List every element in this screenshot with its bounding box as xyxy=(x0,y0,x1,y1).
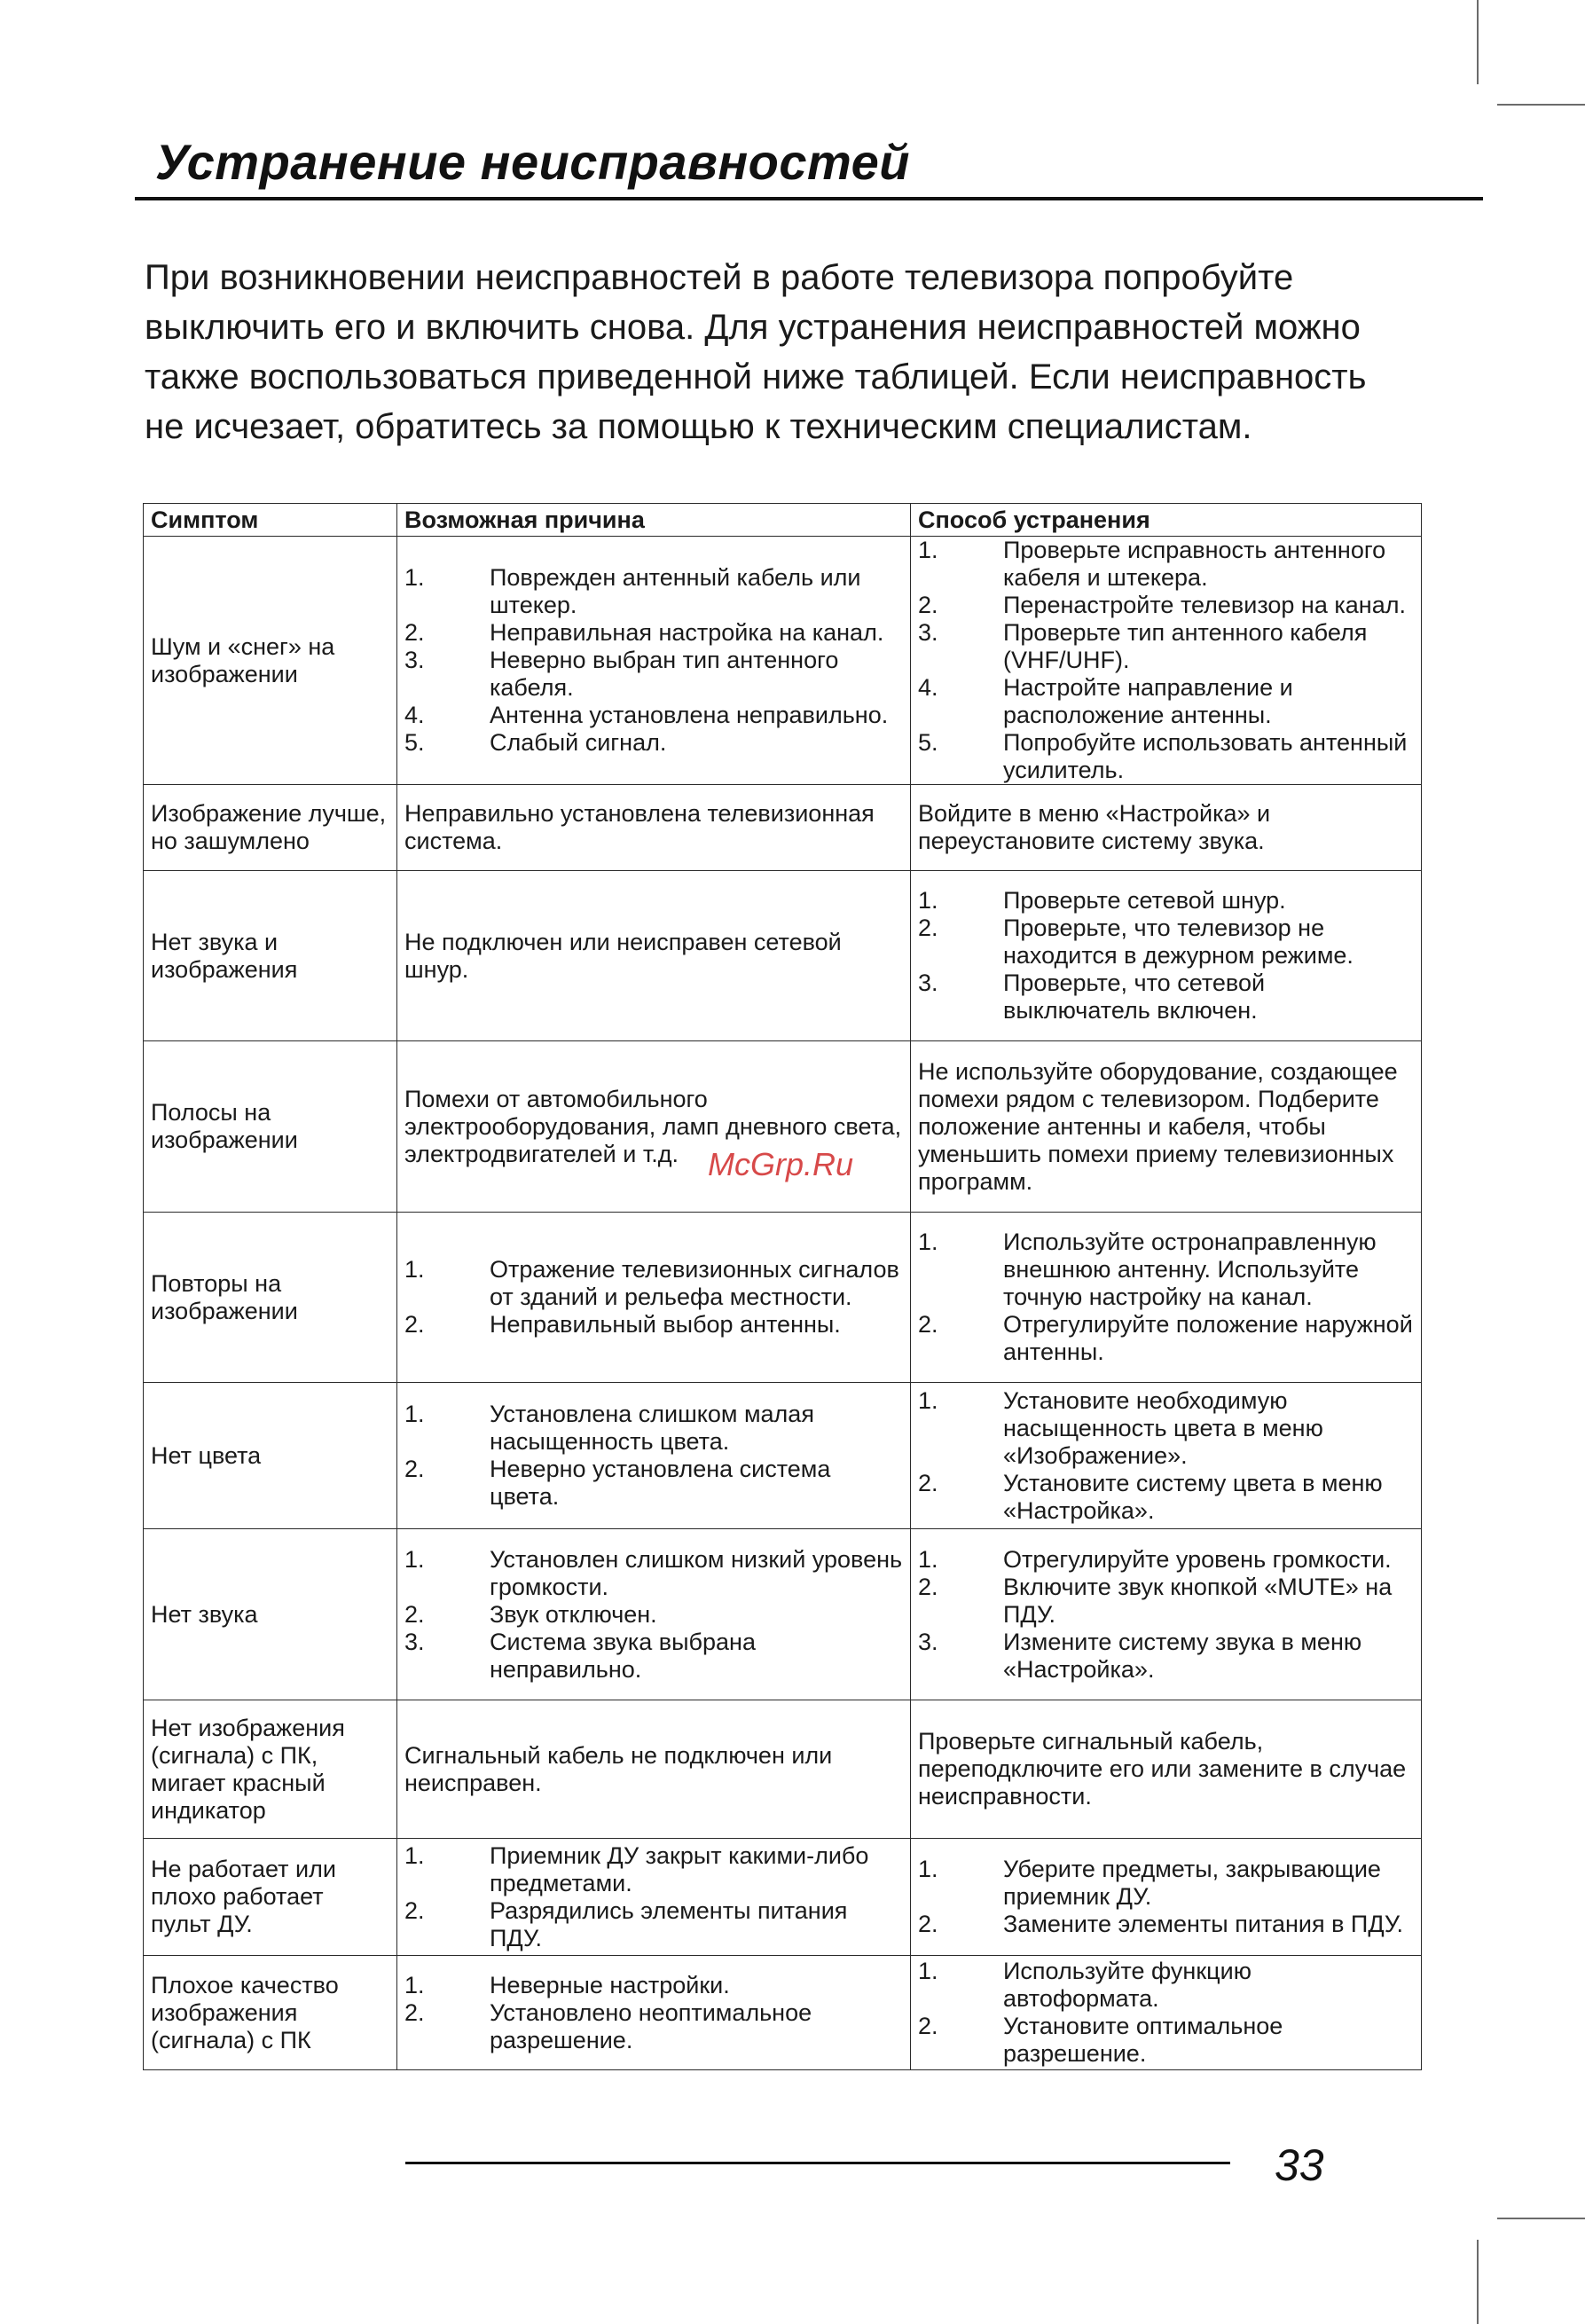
list-item-text: Разрядились элементы питания ПДУ. xyxy=(490,1896,848,1951)
page-title: Устранение неисправностей xyxy=(155,134,910,190)
list-item xyxy=(404,1972,903,1999)
list-item-text: Отрегулируйте положение наружной антенны. xyxy=(1003,1311,1413,1365)
cause-cell xyxy=(397,1383,911,1529)
list-item-number: 2. xyxy=(918,1573,938,1600)
symptom-cell xyxy=(144,1041,397,1213)
header-symptom: Симптом xyxy=(144,504,397,537)
list-item xyxy=(918,915,1414,970)
cause-cell xyxy=(397,537,911,785)
list-item xyxy=(918,537,1414,592)
cell-text: Войдите в меню «Настройка» и переустановите систему звука. xyxy=(918,800,1271,854)
list-item-number: 2. xyxy=(404,1998,425,2026)
header-cause: Возможная причина xyxy=(397,504,911,537)
list-item xyxy=(404,1401,903,1456)
list-item xyxy=(918,1311,1414,1366)
remedy-cell xyxy=(911,1213,1422,1383)
table-row xyxy=(144,1213,1422,1383)
list-item-number: 2. xyxy=(404,1456,425,1482)
troubleshooting-table xyxy=(143,503,1422,2070)
list-item xyxy=(404,647,903,702)
table-row xyxy=(144,1041,1422,1213)
list-item xyxy=(918,1856,1414,1911)
list-item xyxy=(404,1999,903,2054)
list-item-number: 3. xyxy=(404,1628,425,1655)
list-item-text: Неверно выбран тип антенного кабеля. xyxy=(490,647,839,701)
watermark: McGrp.Ru xyxy=(708,1146,854,1182)
list-item-text: Поврежден антенный кабель или штекер. xyxy=(490,564,861,618)
remedy-cell xyxy=(911,785,1422,871)
crop-mark xyxy=(1477,2240,1479,2324)
list-item xyxy=(918,887,1414,915)
intro-paragraph: При возникновении неисправностей в работе телевизора попробуйте выключить его и включить снова. Для устранения неисправностей можно также воспользоваться приведенной ниже таблицей. Если неисправность не исчезает, обратитесь за помощью к техническим специалистам. xyxy=(145,258,1367,446)
list-item-text: Отражение телевизионных сигналов от зданий и рельефа местности. xyxy=(490,1256,899,1310)
title-underline xyxy=(135,197,1483,200)
cell-text: Нет звука xyxy=(151,1600,258,1628)
table-row xyxy=(144,1839,1422,1956)
list-item-text: Уберите предметы, закрывающие приемник ДУ. xyxy=(1003,1856,1381,1910)
remedy-cell xyxy=(911,1839,1422,1956)
list-item xyxy=(918,674,1414,729)
list-item-text: Попробуйте использовать антенный усилитель. xyxy=(1003,729,1408,783)
cause-cell xyxy=(397,1041,911,1213)
list-item-number: 5. xyxy=(918,729,938,756)
list-item-text: Приемник ДУ закрыт какими-либо предметами. xyxy=(490,1841,869,1896)
list-item-text: Звук отключен. xyxy=(490,1600,657,1628)
cell-text: Нет изображения (сигнала) с ПК, мигает красный индикатор xyxy=(151,1714,345,1824)
list-item-number: 1. xyxy=(918,1545,938,1573)
list-item-number: 1. xyxy=(918,1229,938,1255)
list-item xyxy=(918,1546,1414,1574)
list-item-number: 1. xyxy=(918,537,938,563)
cell-text: Повторы на изображении xyxy=(151,1269,298,1324)
list-item-number: 3. xyxy=(918,970,938,996)
table-body xyxy=(144,537,1422,2070)
list-item-number: 1. xyxy=(404,1256,425,1283)
list-item-number: 3. xyxy=(918,619,938,646)
list-item xyxy=(918,2013,1414,2068)
symptom-cell xyxy=(144,1383,397,1529)
list-item-text: Проверьте сетевой шнур. xyxy=(1003,887,1286,914)
table-row xyxy=(144,537,1422,785)
list-item-number: 5. xyxy=(404,729,425,756)
list-item-number: 2. xyxy=(918,1469,938,1496)
cell-text: Проверьте сигнальный кабель, переподключите его или замените в случае неисправности. xyxy=(918,1728,1407,1810)
list-item-text: Установите систему цвета в меню «Настройка». xyxy=(1003,1469,1383,1524)
list-item-text: Измените систему звука в меню «Настройка». xyxy=(1003,1628,1362,1683)
list-item-text: Проверьте исправность антенного кабеля и штекера. xyxy=(1003,537,1386,591)
list-item-text: Используйте функцию автоформата. xyxy=(1003,1958,1252,2012)
list-item-number: 2. xyxy=(918,592,938,618)
table-row xyxy=(144,1383,1422,1529)
footer-rule xyxy=(405,2162,1230,2164)
list-item-number: 1. xyxy=(404,1841,425,1869)
list-item-text: Включите звук кнопкой «MUTE» на ПДУ. xyxy=(1003,1573,1393,1628)
list-item xyxy=(404,1456,903,1511)
symptom-cell xyxy=(144,1213,397,1383)
remedy-cell xyxy=(911,1383,1422,1529)
symptom-cell xyxy=(144,1529,397,1700)
list-item-text: Проверьте, что сетевой выключатель включен. xyxy=(1003,970,1266,1024)
list-item-number: 3. xyxy=(404,647,425,673)
list-item xyxy=(918,592,1414,619)
table-row xyxy=(144,785,1422,871)
list-item-text: Перенастройте телевизор на канал. xyxy=(1003,592,1406,618)
symptom-cell xyxy=(144,1839,397,1956)
list-item xyxy=(404,1546,903,1601)
cell-text: Нет звука и изображения xyxy=(151,928,298,983)
cell-text: Полосы на изображении xyxy=(151,1099,298,1153)
list-item xyxy=(918,1958,1414,2013)
list-item-number: 2. xyxy=(404,1311,425,1338)
cause-cell xyxy=(397,1529,911,1700)
list-item-text: Установлено неоптимальное разрешение. xyxy=(490,1998,812,2053)
table-header-row xyxy=(144,504,1422,537)
list-item-text: Установите необходимую насыщенность цвета в меню «Изображение». xyxy=(1003,1386,1323,1469)
list-item-number: 2. xyxy=(404,1896,425,1924)
list-item-number: 1. xyxy=(918,1856,938,1882)
list-item-text: Антенна установлена неправильно. xyxy=(490,702,889,728)
list-item xyxy=(918,729,1414,784)
list-item-text: Используйте остронаправленную внешнюю антенну. Используйте точную настройку на канал. xyxy=(1003,1229,1377,1310)
cause-cell xyxy=(397,1956,911,2070)
list-item xyxy=(404,729,903,757)
list-item xyxy=(918,970,1414,1025)
list-item-text: Неправильная настройка на канал. xyxy=(490,619,884,646)
cell-text: Не используйте оборудование, создающее помехи рядом с телевизором. Подберите положение антенны и кабеля, чтобы уменьшить помехи приему телевизионных программ. xyxy=(918,1057,1398,1195)
symptom-cell xyxy=(144,537,397,785)
list-item-text: Замените элементы питания в ПДУ. xyxy=(1003,1911,1403,1937)
list-item xyxy=(404,1311,903,1339)
cell-text: Нет цвета xyxy=(151,1441,262,1469)
list-item xyxy=(404,1842,903,1897)
list-item-number: 3. xyxy=(918,1628,938,1655)
symptom-cell xyxy=(144,1700,397,1839)
list-item-text: Неверно установлена система цвета. xyxy=(490,1456,831,1510)
cell-text: Изображение лучше, но зашумлено xyxy=(151,800,387,854)
cell-text: Сигнальный кабель не подключен или неисправен. xyxy=(404,1741,833,1796)
list-item xyxy=(918,619,1414,674)
symptom-cell xyxy=(144,871,397,1041)
crop-mark xyxy=(1497,104,1585,106)
list-item xyxy=(404,619,903,647)
list-item-number: 4. xyxy=(918,674,938,701)
crop-mark xyxy=(1497,2218,1585,2219)
remedy-cell xyxy=(911,1700,1422,1839)
list-item-number: 2. xyxy=(918,1311,938,1338)
remedy-cell xyxy=(911,1956,1422,2070)
table-row xyxy=(144,1700,1422,1839)
list-item-number: 1. xyxy=(404,1545,425,1573)
list-item-number: 1. xyxy=(918,887,938,914)
list-item xyxy=(404,702,903,729)
cause-cell xyxy=(397,1213,911,1383)
list-item-number: 1. xyxy=(404,564,425,591)
list-item xyxy=(404,564,903,619)
list-item-number: 2. xyxy=(918,2013,938,2039)
remedy-cell xyxy=(911,871,1422,1041)
page-number: 33 xyxy=(1275,2140,1324,2190)
crop-mark xyxy=(1477,0,1479,84)
list-item-number: 1. xyxy=(404,1971,425,1998)
table-row xyxy=(144,1529,1422,1700)
cause-cell xyxy=(397,871,911,1041)
remedy-cell xyxy=(911,1041,1422,1213)
cell-text: Помехи от автомобильного электрооборудования, ламп дневного света, электродвигателей и т.д. xyxy=(404,1085,902,1167)
symptom-cell xyxy=(144,1956,397,2070)
list-item xyxy=(404,1256,903,1311)
list-item-text: Установлена слишком малая насыщенность цвета. xyxy=(490,1401,814,1455)
cell-text: Не подключен или неисправен сетевой шнур. xyxy=(404,928,842,983)
list-item-text: Система звука выбрана неправильно. xyxy=(490,1628,756,1683)
cell-text: Шум и «снег» на изображении xyxy=(151,632,335,687)
list-item xyxy=(404,1897,903,1952)
list-item-number: 1. xyxy=(918,1386,938,1414)
list-item-number: 1. xyxy=(404,1401,425,1427)
list-item-text: Проверьте, что телевизор не находится в дежурном режиме. xyxy=(1003,915,1354,969)
list-item xyxy=(404,1629,903,1684)
cause-cell xyxy=(397,1839,911,1956)
list-item-text: Установите оптимальное разрешение. xyxy=(1003,2013,1283,2067)
list-item-text: Неверные настройки. xyxy=(490,1971,730,1998)
table-row xyxy=(144,1956,1422,2070)
list-item xyxy=(404,1601,903,1629)
list-item-number: 2. xyxy=(918,1911,938,1937)
header-remedy: Способ устранения xyxy=(911,504,1422,537)
list-item-number: 1. xyxy=(918,1958,938,1984)
list-item-text: Проверьте тип антенного кабеля (VHF/UHF). xyxy=(1003,619,1368,673)
cell-text: Не работает или плохо работает пульт ДУ. xyxy=(151,1856,336,1937)
remedy-cell xyxy=(911,1529,1422,1700)
list-item xyxy=(918,1387,1414,1470)
symptom-cell xyxy=(144,785,397,871)
list-item xyxy=(918,1470,1414,1525)
cause-cell xyxy=(397,785,911,871)
list-item xyxy=(918,1229,1414,1311)
list-item-number: 2. xyxy=(404,1600,425,1628)
list-item xyxy=(918,1574,1414,1629)
list-item-number: 2. xyxy=(404,619,425,646)
list-item-text: Слабый сигнал. xyxy=(490,729,667,756)
list-item-text: Установлен слишком низкий уровень громкости. xyxy=(490,1545,903,1600)
cell-text: Неправильно установлена телевизионная система. xyxy=(404,800,875,854)
list-item-number: 4. xyxy=(404,702,425,728)
table-row xyxy=(144,871,1422,1041)
list-item-text: Отрегулируйте уровень громкости. xyxy=(1003,1545,1392,1573)
remedy-cell xyxy=(911,537,1422,785)
list-item-number: 2. xyxy=(918,915,938,941)
list-item-text: Неправильный выбор антенны. xyxy=(490,1311,841,1338)
list-item xyxy=(918,1629,1414,1684)
list-item xyxy=(918,1911,1414,1938)
cell-text: Плохое качество изображения (сигнала) с ПК xyxy=(151,1971,339,2053)
list-item-text: Настройте направление и расположение антенны. xyxy=(1003,674,1293,728)
cause-cell xyxy=(397,1700,911,1839)
